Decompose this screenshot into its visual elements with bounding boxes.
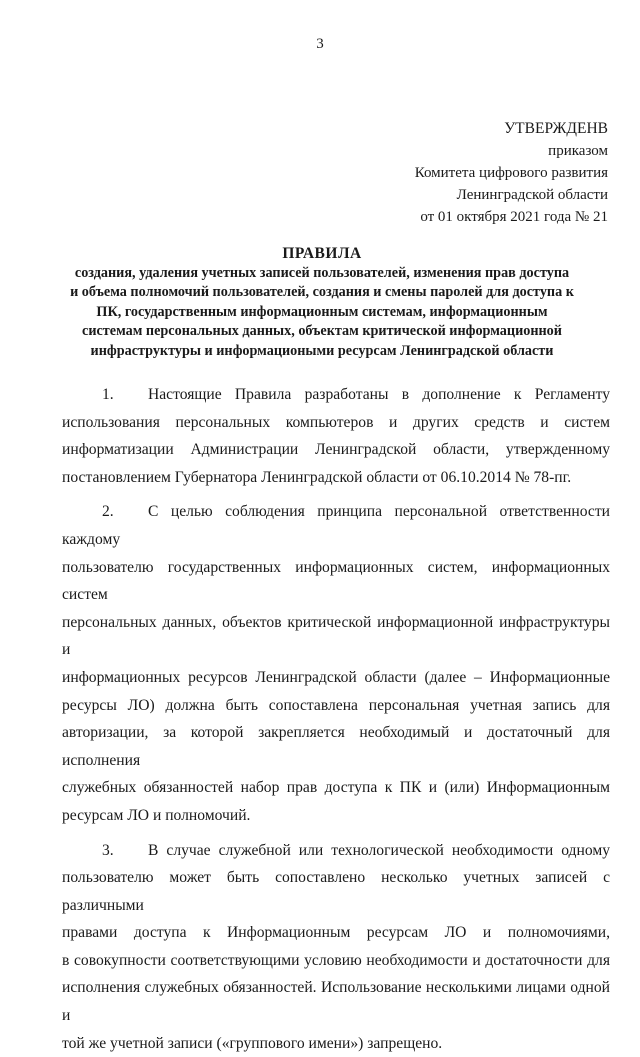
- paragraph-first-line: [62, 381, 610, 409]
- approval-region: Ленинградской области: [415, 184, 608, 206]
- paragraph-number: 3.: [102, 837, 148, 865]
- paragraph-number: 1.: [102, 381, 148, 409]
- paragraph-line: ресурсам ЛО и полномочий.: [62, 802, 610, 830]
- paragraph-line: правами доступа к Информационным ресурсам ЛО и полномочиями,: [62, 919, 610, 947]
- paragraph-line: исполнения служебных обязанностей. Использование несколькими лицами одной и: [62, 974, 610, 1029]
- approval-heading: УТВЕРЖДЕНВ: [415, 118, 608, 140]
- paragraph-line: ресурсы ЛО) должна быть сопоставлена персональная учетная запись для: [62, 692, 610, 720]
- paragraph-line: пользователю государственных информационных систем, информационных систем: [62, 554, 610, 609]
- paragraph-line: использования персональных компьютеров и других средств и систем: [62, 409, 610, 437]
- paragraph-number: 2.: [102, 498, 148, 526]
- paragraph-line: пользователю может быть сопоставлено несколько учетных записей с различными: [62, 864, 610, 919]
- paragraph-first-line: [62, 837, 610, 865]
- title-line: ПК, государственным информационным системам, информационным: [52, 303, 592, 323]
- title-line: и объема полномочий пользователей, создания и смены паролей для доступа к: [52, 283, 592, 303]
- paragraph-line: информатизации Администрации Ленинградской области, утвержденному: [62, 436, 610, 464]
- approval-date: от 01 октября 2021 года № 21: [415, 206, 608, 228]
- title-line: системам персональных данных, объектам критической информационной: [52, 322, 592, 342]
- paragraph-line: той же учетной записи («группового имени») запрещено.: [62, 1030, 610, 1057]
- paragraph-1: [62, 381, 610, 491]
- paragraph-3: [62, 837, 610, 1057]
- page-number: 3: [0, 36, 640, 53]
- approval-block: [415, 118, 608, 228]
- paragraph-text: Настоящие Правила разработаны в дополнение к Регламенту: [148, 386, 610, 403]
- approval-committee: Комитета цифрового развития: [415, 162, 608, 184]
- paragraph-line: авторизации, за которой закрепляется необходимый и достаточный для исполнения: [62, 719, 610, 774]
- approval-by-order: приказом: [415, 140, 608, 162]
- title-line: создания, удаления учетных записей пользователей, изменения прав доступа: [52, 264, 592, 284]
- paragraph-line: информационных ресурсов Ленинградской области (далее – Информационные: [62, 664, 610, 692]
- title-main: ПРАВИЛА: [52, 244, 592, 264]
- paragraph-2: [62, 498, 610, 829]
- title-line: инфраструктуры и информациоными ресурсам Ленинградской области: [52, 342, 592, 362]
- document-title: [52, 244, 592, 361]
- paragraph-line: служебных обязанностей набор прав доступа к ПК и (или) Информационным: [62, 774, 610, 802]
- paragraph-line: персональных данных, объектов критической информационной инфраструктуры и: [62, 609, 610, 664]
- paragraph-text: В случае служебной или технологической необходимости одному: [148, 842, 610, 859]
- paragraph-text: С целью соблюдения принципа персональной ответственности каждому: [62, 503, 610, 548]
- paragraph-first-line: [62, 498, 610, 553]
- paragraph-line: в совокупности соответствующими условию необходимости и достаточности для: [62, 947, 610, 975]
- document-body: [62, 381, 610, 1057]
- paragraph-line: постановлением Губернатора Ленинградской области от 06.10.2014 № 78-пг.: [62, 464, 610, 492]
